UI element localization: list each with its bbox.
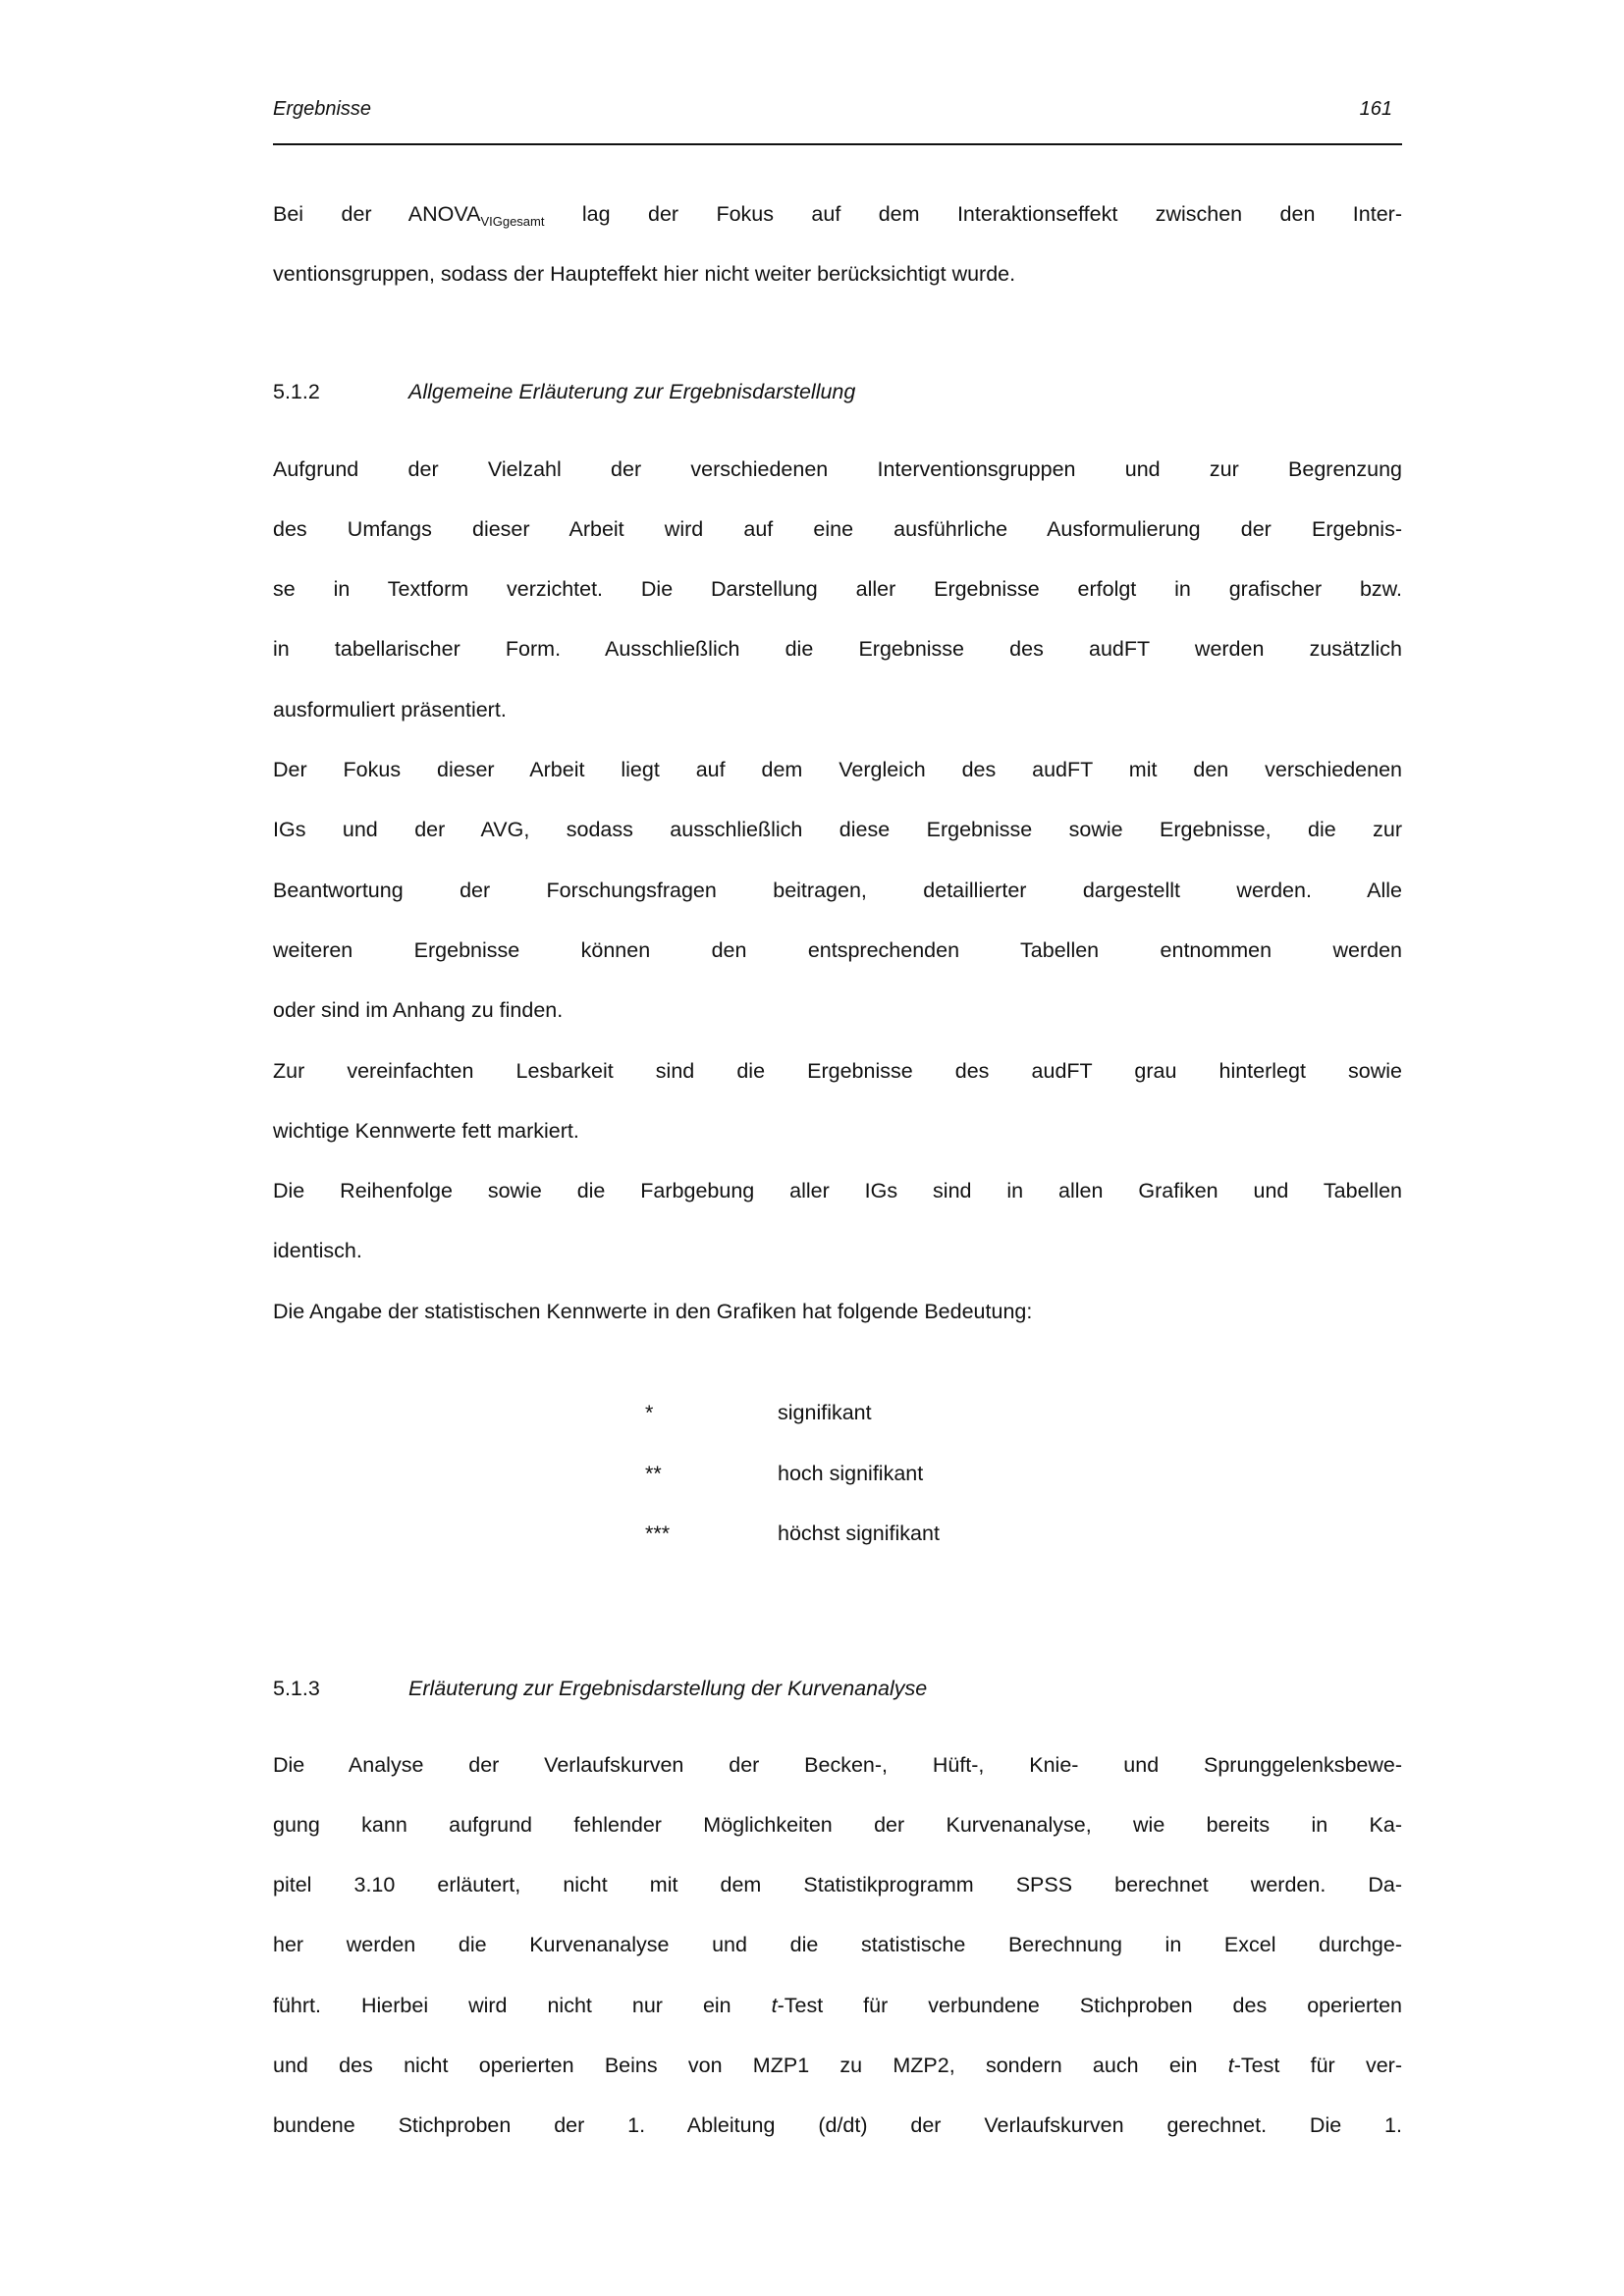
section-number: 5.1.2 — [273, 379, 320, 403]
text-line: Die Angabe der statistischen Kennwerte in den Grafiken hat folgende Bedeutung: — [273, 1299, 1033, 1323]
section-heading-5-1-2 — [273, 362, 1402, 422]
legend-symbol: * — [645, 1401, 654, 1425]
section-heading-5-1-3 — [273, 1659, 1402, 1719]
text-line: weiteren Ergebnisse können den entsprechenden Tabellen entnommen werden — [273, 937, 1402, 962]
text-line: oder sind im Anhang zu finden. — [273, 998, 564, 1023]
header-rule — [273, 143, 1402, 145]
paragraph-legend-intro — [273, 1282, 1402, 1342]
text-line: her werden die Kurvenanalyse und die statistische Berechnung in Excel durchge- — [273, 1933, 1402, 1957]
text-line: wichtige Kennwerte fett markiert. — [273, 1118, 579, 1143]
legend-row — [273, 1504, 1402, 1565]
legend-symbol: *** — [645, 1522, 671, 1546]
text-segment: und des nicht operierten Beins von MZP1 zu MZP2, sondern auch ein — [273, 2054, 1228, 2078]
paragraph-focus — [273, 740, 1402, 1041]
text-line — [273, 185, 1402, 244]
text-line: Beantwortung der Forschungsfragen beitragen, detaillierter dargestellt werden. Alle — [273, 878, 1402, 902]
text-line: gung kann aufgrund fehlender Möglichkeiten der Kurvenanalyse, wie bereits in Ka- — [273, 1812, 1402, 1837]
text-line: pitel 3.10 erläutert, nicht mit dem Statistikprogramm SPSS berechnet werden. Da- — [273, 1873, 1402, 1897]
text-line: identisch. — [273, 1239, 362, 1263]
section-title: Allgemeine Erläuterung zur Ergebnisdarstellung — [408, 379, 856, 403]
text-line: des Umfangs dieser Arbeit wird auf eine ausführliche Ausformulierung der Ergebnis- — [273, 516, 1402, 541]
italic-text: t — [771, 1993, 778, 2017]
paragraph-order — [273, 1161, 1402, 1282]
legend-row — [273, 1383, 1402, 1444]
text-line: ventionsgruppen, sodass der Haupteffekt hier nicht weiter berücksichtigt wurde. — [273, 262, 1016, 287]
text-segment: -Test für verbundene Stichproben des operierten — [777, 1993, 1402, 2017]
text-line: in tabellarischer Form. Ausschließlich die Ergebnisse des audFT werden zusätzlich — [273, 637, 1402, 662]
text-line — [273, 1976, 1402, 2036]
legend-label: signifikant — [778, 1401, 872, 1425]
legend-label: hoch signifikant — [778, 1461, 924, 1485]
paragraph-readability — [273, 1041, 1402, 1162]
legend-symbol: ** — [645, 1461, 662, 1485]
body-text — [273, 147, 1402, 2157]
text-line: se in Textform verzichtet. Die Darstellung aller Ergebnisse erfolgt in grafischer bzw. — [273, 577, 1402, 602]
text-line: Die Analyse der Verlaufskurven der Becken-, Hüft-, Knie- und Sprunggelenksbewe- — [273, 1752, 1402, 1777]
section-number: 5.1.3 — [273, 1676, 320, 1700]
text-line: Die Reihenfolge sowie die Farbgebung aller IGs sind in allen Grafiken und Tabellen — [273, 1179, 1402, 1203]
text-line: Aufgrund der Vielzahl der verschiedenen Interventionsgruppen und zur Begrenzung — [273, 456, 1402, 481]
text-segment: Bei der ANOVA — [273, 202, 481, 226]
legend-row — [273, 1444, 1402, 1505]
italic-text: t — [1227, 2054, 1234, 2078]
header-chapter-title: Ergebnisse — [273, 98, 372, 120]
section-title: Erläuterung zur Ergebnisdarstellung der Kurvenanalyse — [408, 1676, 928, 1700]
paragraph-anova — [273, 185, 1402, 305]
paragraph-curve-analysis — [273, 1735, 1402, 2157]
text-line: Zur vereinfachten Lesbarkeit sind die Ergebnisse des audFT grau hinterlegt sowie — [273, 1058, 1402, 1083]
running-header — [273, 98, 1402, 132]
text-line: Der Fokus dieser Arbeit liegt auf dem Vergleich des audFT mit den verschiedenen — [273, 758, 1402, 782]
paragraph-overview — [273, 440, 1402, 740]
subscript-text: VIGgesamt — [480, 214, 545, 229]
text-line: ausformuliert präsentiert. — [273, 697, 507, 721]
text-line — [273, 2036, 1402, 2096]
text-line: IGs und der AVG, sodass ausschließlich diese Ergebnisse sowie Ergebnisse, die zur — [273, 818, 1402, 842]
text-segment: -Test für ver- — [1233, 2054, 1402, 2078]
significance-legend — [273, 1383, 1402, 1565]
text-segment: lag der Fokus auf dem Interaktionseffekt zwischen den Inter- — [544, 202, 1402, 226]
text-line: bundene Stichproben der 1. Ableitung (d/dt) der Verlaufskurven gerechnet. Die 1. — [273, 2113, 1402, 2138]
legend-label: höchst signifikant — [778, 1522, 940, 1546]
page-number: 161 — [1359, 98, 1392, 120]
text-segment: führt. Hierbei wird nicht nur ein — [273, 1993, 772, 2017]
